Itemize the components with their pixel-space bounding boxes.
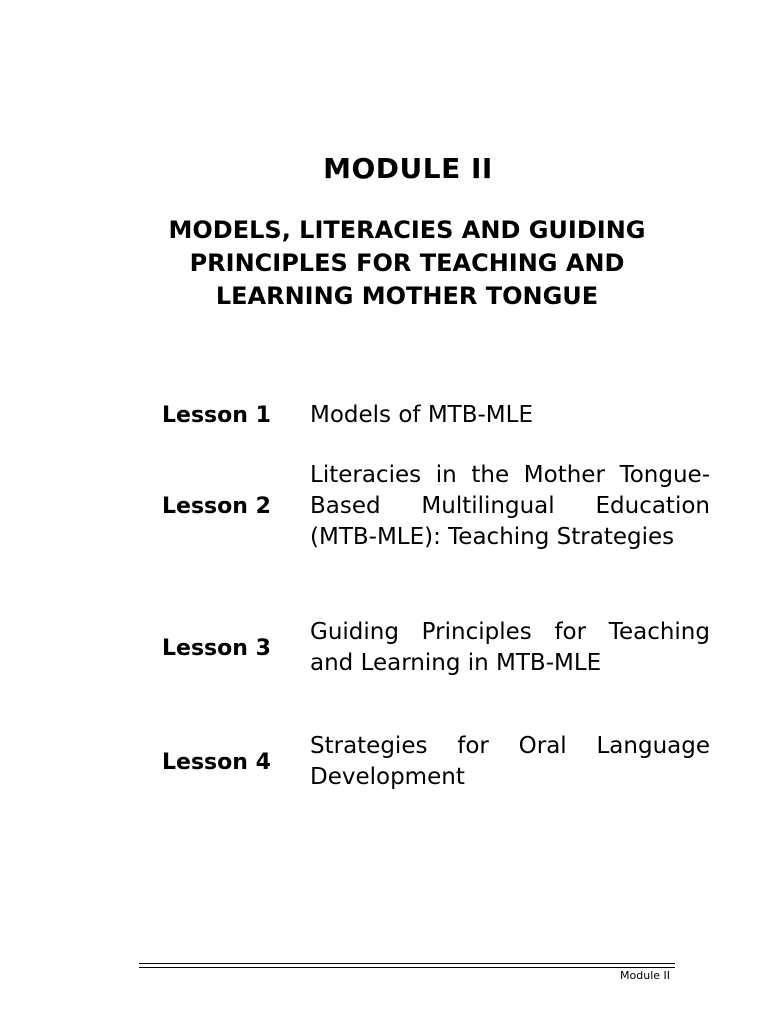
lesson-title: Guiding Principles for Teaching and Learning in MTB-MLE xyxy=(310,619,710,676)
lesson-title: Strategies for Oral Language Development xyxy=(310,733,710,790)
footer-divider xyxy=(139,963,675,964)
footer-label: Module II xyxy=(620,969,670,982)
lesson-title: Models of MTB-MLE xyxy=(310,402,533,428)
module-subtitle: MODELS, LITERACIES AND GUIDING PRINCIPLES FOR TEACHING AND LEARNING MOTHER TONGUE xyxy=(168,216,646,310)
lesson-row-4 xyxy=(162,731,712,793)
lesson-label: Lesson 2 xyxy=(162,494,271,519)
lesson-row-3 xyxy=(162,617,712,679)
lesson-row-1 xyxy=(162,400,712,431)
lesson-label: Lesson 4 xyxy=(162,749,271,775)
lesson-label: Lesson 1 xyxy=(162,403,271,428)
footer-divider xyxy=(139,967,675,968)
lesson-title: Literacies in the Mother Tongue- Based Multilingual Education (MTB-MLE): Teaching Strategies xyxy=(310,462,710,550)
lesson-row-2 xyxy=(162,460,712,553)
module-title: MODULE II xyxy=(323,152,493,185)
lesson-label: Lesson 3 xyxy=(162,635,271,661)
